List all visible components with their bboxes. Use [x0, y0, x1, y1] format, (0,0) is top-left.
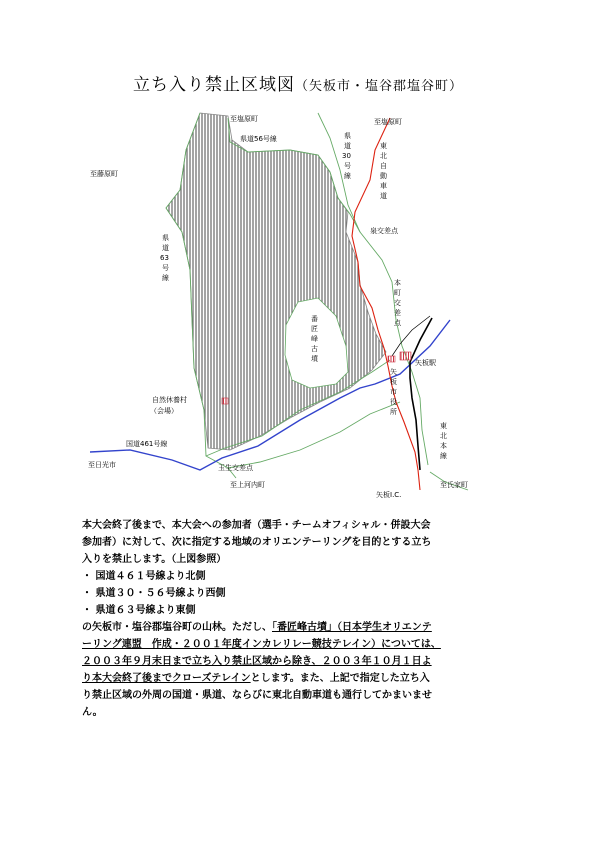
- svg-text:本: 本: [394, 279, 401, 287]
- svg-text:県: 県: [344, 132, 351, 140]
- label-bansho-mine: [311, 314, 319, 363]
- svg-text:町: 町: [394, 289, 401, 297]
- svg-text:矢: 矢: [390, 368, 397, 376]
- svg-text:本: 本: [440, 442, 447, 450]
- restriction-item: ・ 県道６３号線より東側: [82, 605, 196, 616]
- svg-text:自: 自: [380, 162, 387, 170]
- label-route56: 県道56号線: [240, 135, 277, 143]
- svg-text:動: 動: [380, 172, 387, 180]
- svg-text:市: 市: [390, 388, 397, 396]
- svg-text:（会場）: （会場）: [150, 407, 178, 415]
- svg-text:県: 県: [162, 234, 169, 242]
- svg-text:匠: 匠: [311, 325, 318, 333]
- svg-text:道: 道: [162, 244, 169, 252]
- svg-text:号: 号: [344, 162, 351, 170]
- label-tohoku-line: [440, 421, 447, 460]
- label-route461: 国道461号線: [126, 440, 168, 448]
- desc-paragraph-2: の矢板市・塩谷郡塩谷町の山林。ただし、「番匠峰古墳」（日本学生オリエンテ: [82, 622, 432, 633]
- svg-text:役: 役: [390, 398, 397, 406]
- svg-text:板: 板: [390, 378, 397, 386]
- desc-line: 本大会終了後まで、本大会への参加者（選手・チームオフィシャル・併設大会: [82, 520, 431, 531]
- label-route63: [160, 233, 169, 282]
- restriction-item: ・ 県道３０・５６号線より西側: [82, 588, 226, 599]
- restriction-item: ・ 国道４６１号線より北側: [82, 571, 206, 582]
- label-izumi-crossing: 泉交差点: [370, 227, 398, 235]
- label-nature-center: [150, 395, 187, 415]
- svg-text:自然休養村: 自然休養村: [152, 396, 187, 404]
- svg-text:交: 交: [394, 299, 401, 307]
- svg-text:北: 北: [440, 432, 447, 440]
- svg-text:番: 番: [311, 315, 318, 323]
- yaita-station-marker: [400, 352, 411, 360]
- restriction-list: [82, 568, 520, 619]
- svg-text:古: 古: [311, 345, 318, 353]
- label-yaita-station: 矢板駅: [415, 359, 436, 367]
- svg-text:63: 63: [160, 254, 169, 262]
- restriction-description: 本大会終了後まで、本大会への参加者（選手・チームオフィシャル・併設大会 参加者）に対して、次に指定する地域のオリエンテーリングを目的とする立ち 入りを禁止します。（上図参照） ・ 国道４６１号線より北側 ・ 県道３０・５６号線より西側 ・ 県道６３号線より東側 の矢板市・塩谷郡塩谷町の山林。ただし、「番匠峰古墳」（日本学生オリエンテ ーリング連盟 作成・２００１年度インカレリレー競技テレイン）については、 ２００３年９月末日まで立ち入り禁止区域から除き、２００３年１０月１日よ り本大会終了後までクローズテレインとします。また、上記で指定した立ち入 り禁止区域の外周の国道・県道、ならびに東北自動車道も通行してかまいませ ん。: [82, 517, 520, 721]
- label-to-fujiwara: 至藤原町: [90, 170, 118, 178]
- label-to-shiobara: 至塩原町: [230, 115, 258, 123]
- svg-text:差: 差: [394, 309, 401, 317]
- label-to-shiobara-2: 至塩原町: [374, 118, 402, 126]
- title-sub: （矢板市・塩谷郡塩谷町）: [294, 79, 463, 94]
- label-honcho-crossing: [394, 278, 402, 327]
- label-tamanyu-crossing: 玉生交差点: [218, 464, 253, 472]
- svg-text:線: 線: [344, 172, 351, 180]
- label-to-kamikawachi: 至上河内町: [230, 481, 265, 489]
- nature-center-marker: [222, 398, 228, 404]
- svg-text:峰: 峰: [311, 335, 318, 343]
- svg-text:車: 車: [380, 182, 387, 190]
- desc-line: 入りを禁止します。（上図参照）: [82, 554, 227, 565]
- svg-text:墳: 墳: [311, 355, 318, 363]
- svg-text:東: 東: [440, 422, 447, 430]
- restricted-area: [166, 113, 386, 450]
- title-main: 立ち入り禁止区域図: [132, 75, 295, 95]
- svg-text:東: 東: [380, 142, 387, 150]
- svg-text:線: 線: [162, 274, 169, 282]
- svg-text:道: 道: [344, 142, 351, 150]
- label-to-nikko: 至日光市: [88, 461, 116, 469]
- svg-text:北: 北: [380, 152, 387, 160]
- svg-text:号: 号: [162, 264, 169, 272]
- yaita-city-hall-marker: [388, 356, 395, 362]
- svg-text:30: 30: [342, 152, 351, 160]
- desc-line: 参加者）に対して、次に指定する地域のオリエンテーリングを目的とする立ち: [82, 537, 432, 548]
- label-yaita-ic: 矢板I.C.: [376, 491, 402, 499]
- svg-text:所: 所: [390, 408, 397, 416]
- svg-text:線: 線: [440, 452, 447, 460]
- svg-text:点: 点: [394, 319, 401, 327]
- label-route30: [342, 131, 351, 180]
- svg-text:道: 道: [380, 192, 387, 200]
- label-yaita-city-hall: [390, 367, 397, 416]
- label-to-ujiie: 至氏家町: [440, 481, 468, 489]
- label-tohoku-expressway: [380, 141, 387, 200]
